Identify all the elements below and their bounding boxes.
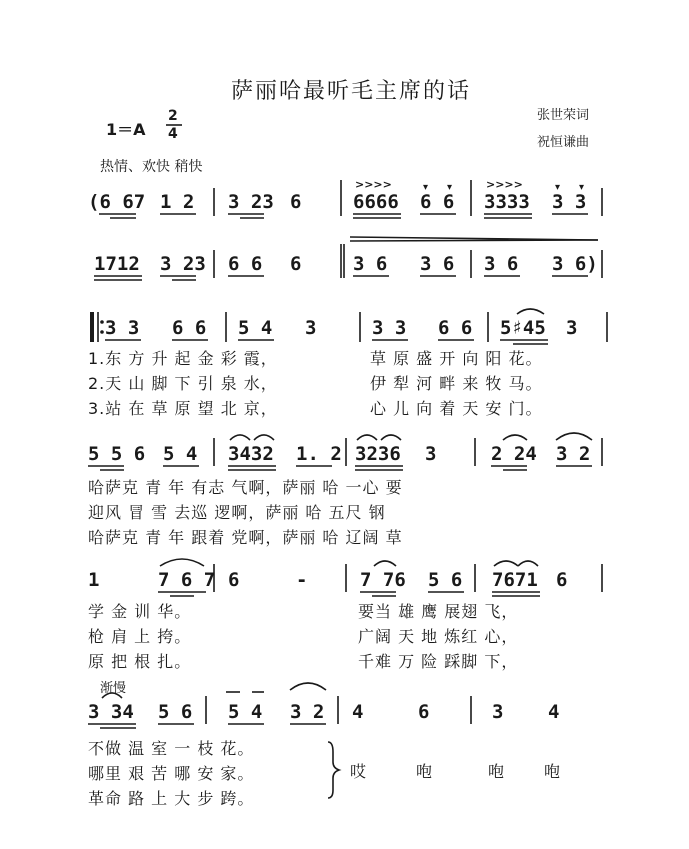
note-group: 3 3: [105, 317, 140, 339]
song-title: 萨丽哈最听毛主席的话: [231, 79, 472, 104]
lyric-line: 伊 犁 河 畔 来 牧 马。: [370, 374, 543, 393]
note-group: 5 6: [428, 569, 463, 591]
note-group: 2 24: [491, 443, 537, 465]
note-group: 5 4: [163, 443, 198, 465]
note-group: (6 67: [88, 191, 146, 213]
note-group: 3 2: [556, 443, 591, 465]
lyric-line: 哈萨克 青 年 跟着 党啊，萨丽 哈 辽阔 草: [88, 528, 403, 547]
lyric-line: 2.天 山 脚 下 引 泉 水，: [88, 374, 278, 393]
note-group: 3333: [484, 191, 530, 213]
note-group: 7 6 7: [158, 569, 216, 591]
note-group: 6666: [353, 191, 399, 213]
note-group: 6: [418, 701, 430, 723]
note-group: 3: [305, 317, 317, 339]
lyric-line: 广阔 天 地 炼红 心，: [358, 627, 519, 646]
svg-text:▾: ▾: [423, 182, 429, 193]
lyric-line: 学 金 训 华。: [88, 602, 192, 621]
tempo-marking: 热情、欢快 稍快: [100, 159, 203, 175]
note-group: 1 2: [160, 191, 195, 213]
note-group: 3 3: [552, 191, 587, 213]
composer-credit: 祝恒谦曲: [537, 135, 590, 150]
note-group: 6 6: [438, 317, 473, 339]
key-signature: 1＝A: [106, 120, 146, 139]
refrain-syllable: 哎: [350, 762, 368, 781]
note-group: 3: [425, 443, 437, 465]
note-group: -: [296, 569, 308, 591]
lyric-line: 草 原 盛 开 向 阳 花。: [370, 349, 543, 368]
note-group: 4: [548, 701, 560, 723]
note-group: 6: [228, 569, 240, 591]
ritardando-marking: 渐慢: [100, 681, 127, 696]
note-group: 6 6: [420, 191, 455, 213]
accent-marks: >>>>: [486, 178, 523, 191]
lyric-line: 原 把 根 扎。: [88, 652, 192, 671]
note-group: 3 6): [552, 253, 598, 275]
note-group: 3 3: [372, 317, 407, 339]
note-group: 7671: [492, 569, 538, 591]
accent-marks: >>>>: [355, 178, 392, 191]
time-signature-numerator: 2: [168, 108, 178, 124]
note-group: 6 6: [228, 253, 263, 275]
lyric-line: 3.站 在 草 原 望 北 京，: [88, 399, 278, 418]
refrain-syllable: 咆: [544, 762, 562, 781]
note-group: 5♯45: [500, 317, 546, 339]
lyric-line: 革命 路 上 大 步 跨。: [88, 789, 255, 808]
lyric-line: 哈萨克 青 年 有志 气啊，萨丽 哈 一心 要: [88, 478, 403, 497]
note-group: 3236: [355, 443, 401, 465]
note-group: 3 6: [353, 253, 388, 275]
note-group: 5 4: [228, 701, 263, 723]
note-group: 3: [492, 701, 504, 723]
note-group: 3 34: [88, 701, 134, 723]
note-group: 5 6: [158, 701, 193, 723]
note-group: 6 6: [172, 317, 207, 339]
lyric-line: 不做 温 室 一 枝 花。: [88, 739, 255, 758]
refrain-syllable: 咆: [416, 762, 434, 781]
svg-text:▾: ▾: [447, 182, 453, 193]
note-group: 3 2: [290, 701, 325, 723]
note-group: 3 23: [160, 253, 206, 275]
lyric-line: 千难 万 险 踩脚 下，: [358, 652, 519, 671]
note-group: 3432: [228, 443, 274, 465]
note-group: 6: [290, 253, 302, 275]
note-group: 6: [290, 191, 302, 213]
note-group: 3 6: [420, 253, 455, 275]
note-group: 4: [352, 701, 364, 723]
lyric-line: 迎风 冒 雪 去巡 逻啊，萨丽 哈 五尺 钢: [88, 503, 386, 522]
note-group: 1: [88, 569, 100, 591]
lyric-line: 心 儿 向 着 天 安 门。: [370, 399, 543, 418]
lyric-line: 哪里 艰 苦 哪 安 家。: [88, 764, 255, 783]
note-group: 3 6: [484, 253, 519, 275]
note-group: 7 76: [360, 569, 406, 591]
svg-text:▾: ▾: [555, 182, 561, 193]
lyric-line: 1.东 方 升 起 金 彩 霞，: [88, 349, 278, 368]
svg-text:▾: ▾: [579, 182, 585, 193]
time-signature-denominator: 4: [168, 126, 178, 142]
note-group: 6: [556, 569, 568, 591]
lyricist-credit: 张世荣词: [537, 108, 590, 123]
lyric-line: 枪 肩 上 挎。: [88, 627, 192, 646]
lyric-line: 要当 雄 鹰 展翅 飞，: [358, 602, 519, 621]
note-group: 3: [566, 317, 578, 339]
note-group: 1. 2: [296, 443, 342, 465]
note-group: 3 23: [228, 191, 274, 213]
note-group: 1712: [94, 253, 140, 275]
refrain-syllable: 咆: [488, 762, 506, 781]
note-group: 5 5 6: [88, 443, 146, 465]
note-group: 5 4: [238, 317, 273, 339]
